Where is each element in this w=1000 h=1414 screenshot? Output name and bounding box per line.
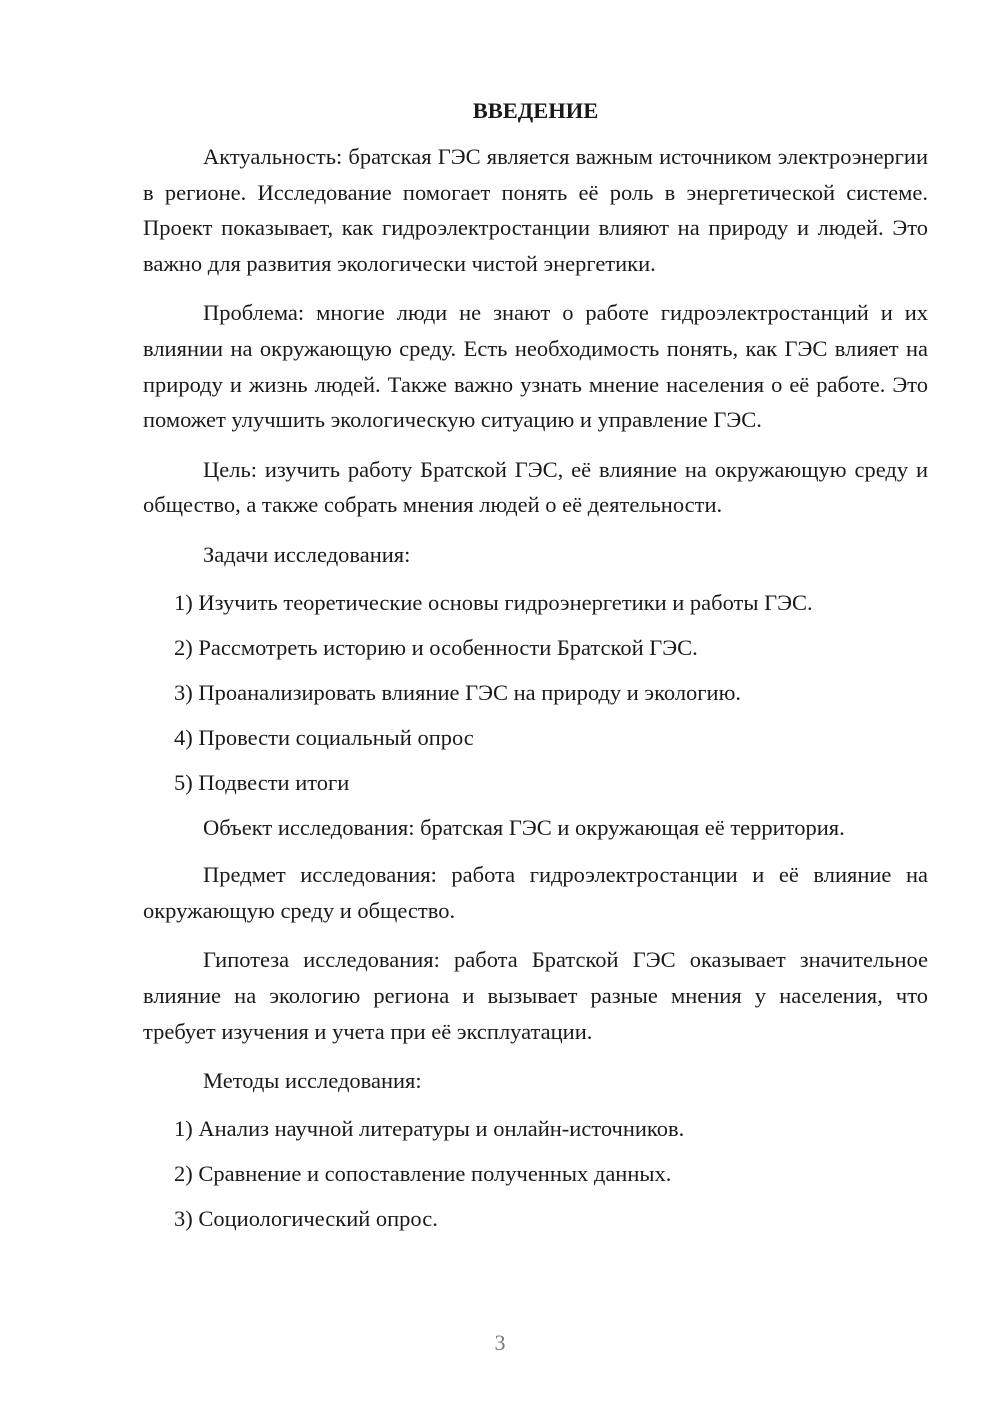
list-item: 4) Провести социальный опрос <box>174 724 474 750</box>
list-item: 5) Подвести итоги <box>174 769 350 795</box>
page-number: 3 <box>494 1330 506 1355</box>
object-paragraph: Объект исследования: братская ГЭС и окружающая её территория. <box>203 814 845 840</box>
tasks-list <box>143 585 928 800</box>
list-item: 3) Проанализировать влияние ГЭС на природу и экологию. <box>174 679 742 705</box>
list-item: 3) Социологический опрос. <box>174 1205 438 1231</box>
problem-paragraph: Проблема: многие люди не знают о работе гидроэлектростанций и их влиянии на окружающую среду. Есть необходимость понять, как ГЭС влияет на природу и жизнь людей. Также важно узнать мнение населения о её работе. Это поможет улучшить экологическую ситуацию и управление ГЭС. <box>143 300 928 433</box>
goal-paragraph: Цель: изучить работу Братской ГЭС, её влияние на окружающую среду и общество, а также собрать мнения людей о её деятельности. <box>143 456 928 518</box>
list-item: 1) Изучить теоретические основы гидроэнергетики и работы ГЭС. <box>174 589 813 615</box>
methods-heading: Методы исследования: <box>203 1068 422 1094</box>
list-item: 2) Рассмотреть историю и особенности Братской ГЭС. <box>174 634 698 660</box>
hypothesis-paragraph: Гипотеза исследования: работа Братской ГЭС оказывает значительное влияние на экологию региона и вызывает разные мнения у населения, что требует изучения и учета при её эксплуатации. <box>143 947 928 1044</box>
methods-list <box>143 1111 928 1236</box>
document-body <box>143 93 928 1246</box>
relevance-paragraph: Актуальность: братская ГЭС является важным источником электроэнергии в регионе. Исследование помогает понять её роль в энергетической системе. Проект показывает, как гидроэлектростанции влияют на природу и людей. Это важно для развития экологически чистой энергетики. <box>143 144 928 276</box>
tasks-heading: Задачи исследования: <box>203 541 411 567</box>
page-title: ВВЕДЕНИЕ <box>472 98 599 123</box>
subject-paragraph: Предмет исследования: работа гидроэлектростанции и её влияние на окружающую среду и общество. <box>143 862 928 923</box>
list-item: 2) Сравнение и сопоставление полученных данных. <box>174 1160 672 1186</box>
list-item: 1) Анализ научной литературы и онлайн-источников. <box>174 1115 685 1141</box>
